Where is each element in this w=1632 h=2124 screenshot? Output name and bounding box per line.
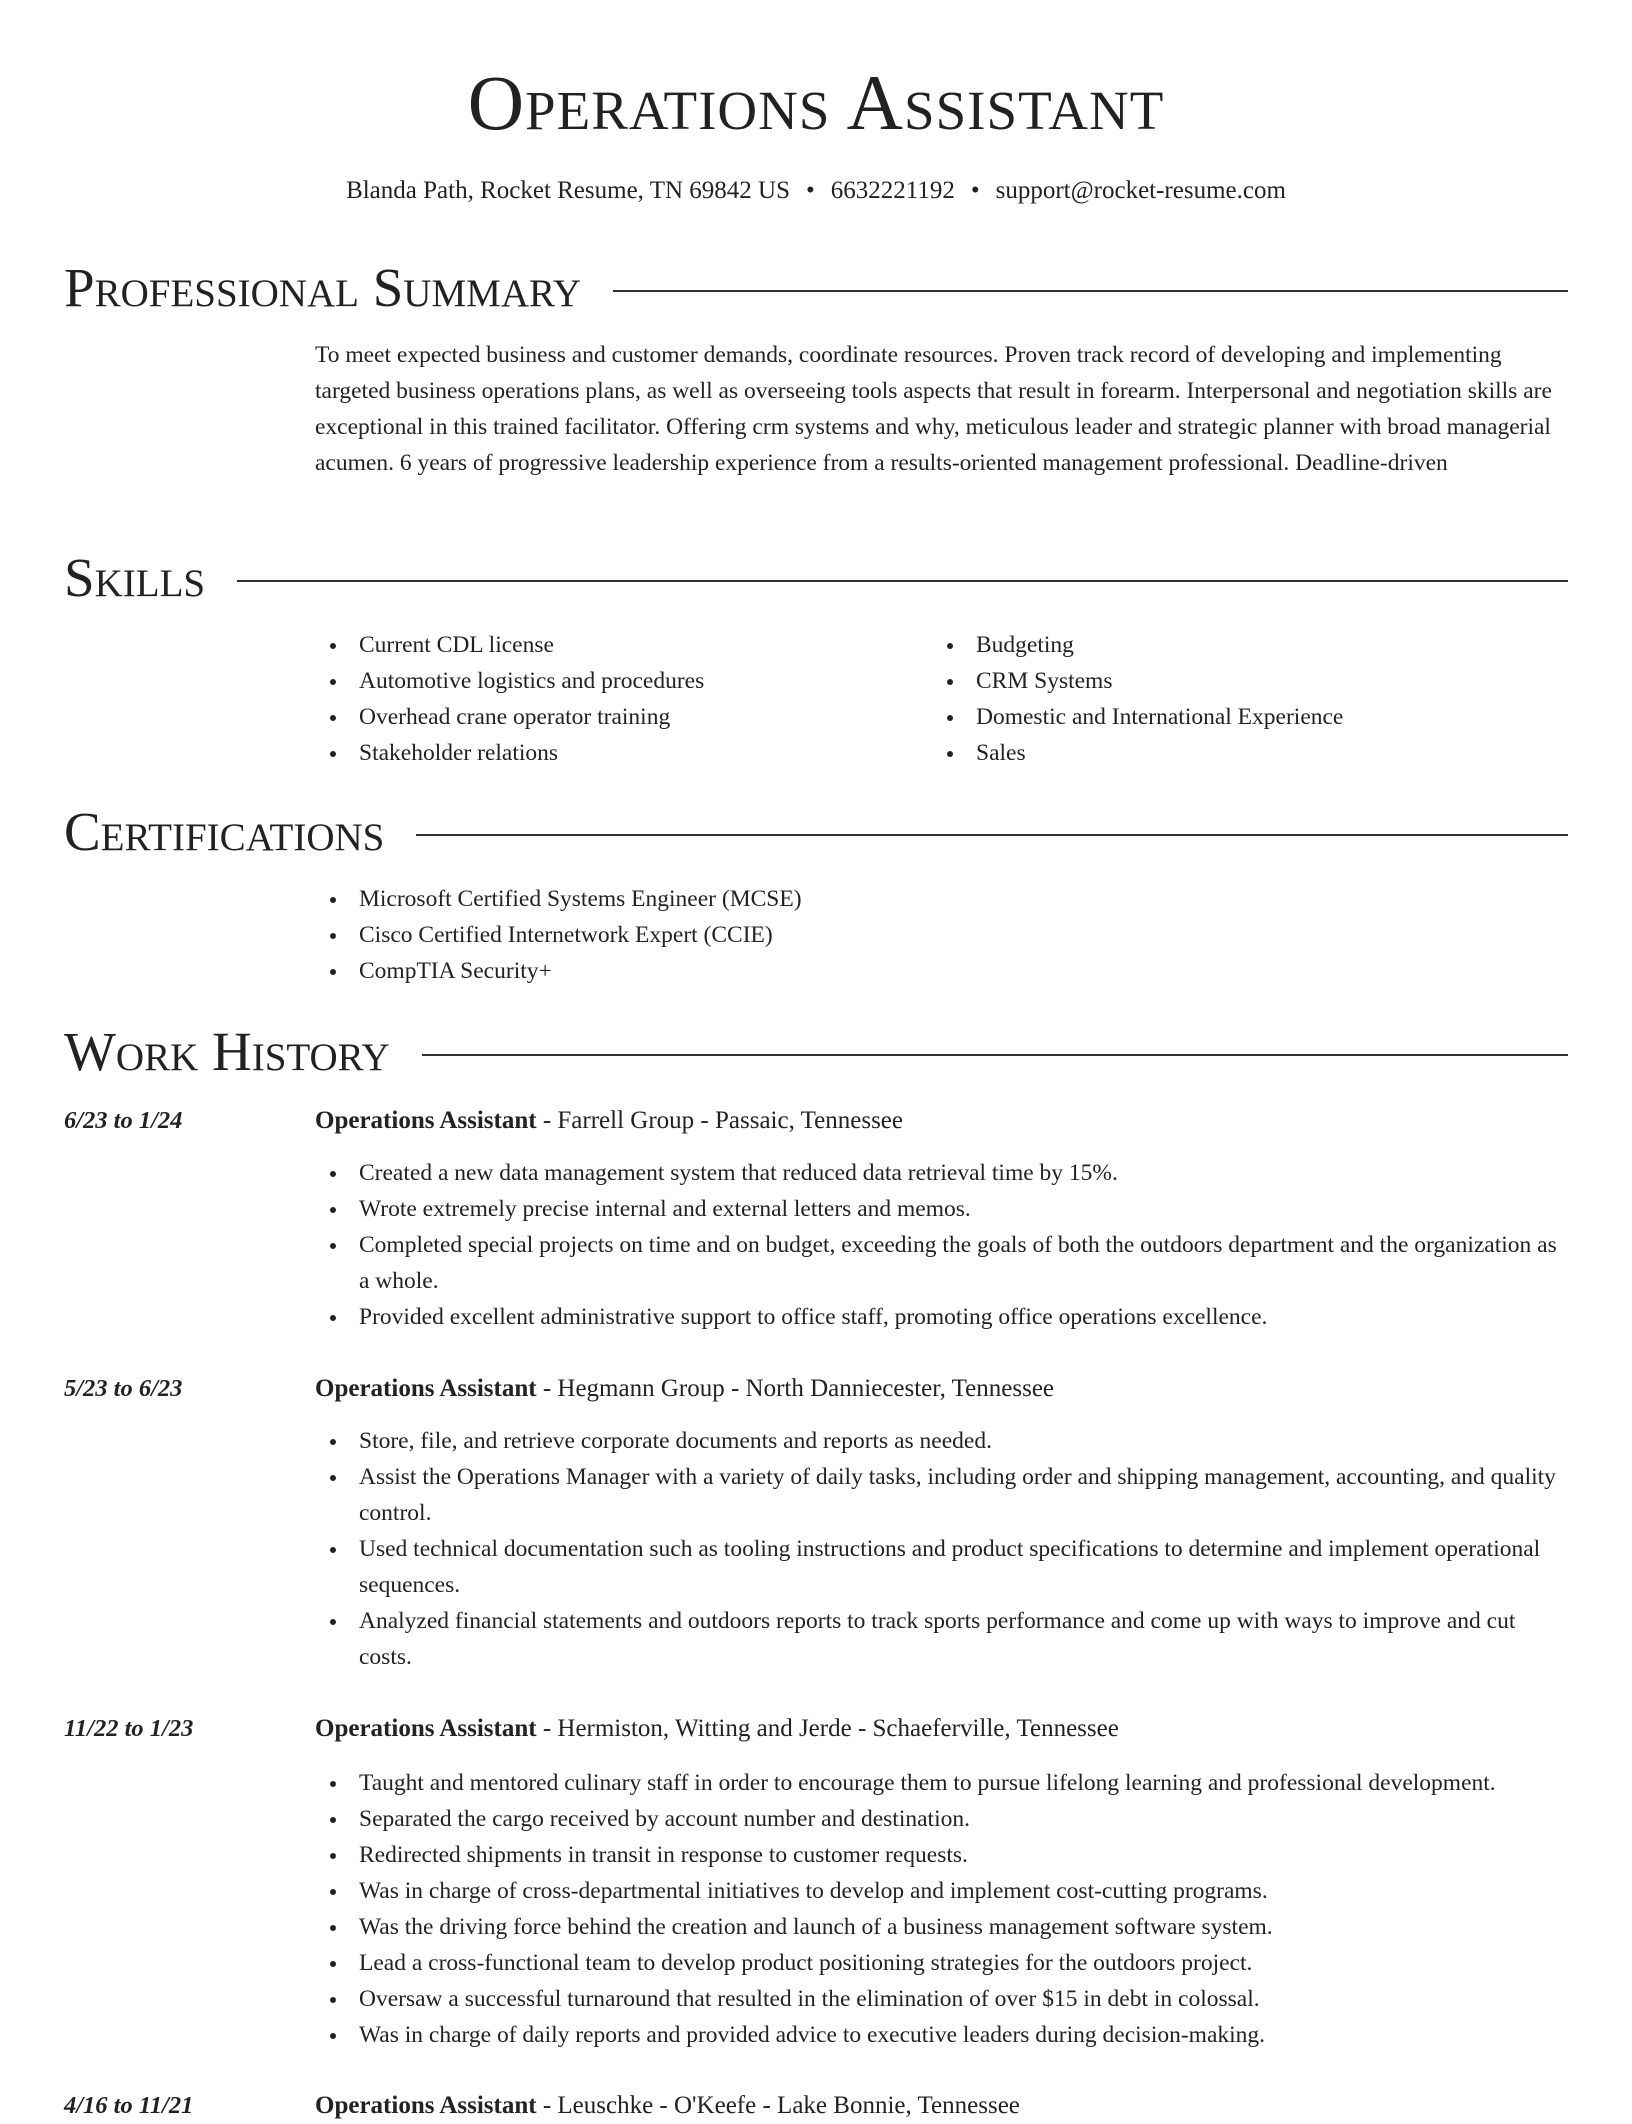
job-title: Operations Assistant (315, 1375, 537, 1402)
job-bullet: Was in charge of daily reports and provided advice to executive leaders during decision-making. (315, 2017, 1570, 2053)
certification-item: CompTIA Security+ (315, 953, 1315, 989)
summary-text: To meet expected business and customer demands, coordinate resources. Proven track record of developing and implementing targeted business operations plans, as well as overseeing tools aspects that result in forearm. Interpersonal and negotiation skills are exceptional in this trained facilitator. Offering crm systems and why, meticulous leader and strategic planner with broad managerial acumen. 6 years of progressive leadership experience from a results-oriented management professional. Deadline-driven (315, 342, 1552, 476)
job-company-location: - Leuschke - O'Keefe - Lake Bonnie, Tennessee (536, 2092, 1020, 2119)
job-dates: 5/23 to 6/23 (64, 1375, 183, 1402)
work-history-section-header (64, 1022, 1568, 1082)
job-bullet: Was the driving force behind the creation and launch of a business management software system. (315, 1909, 1570, 1945)
job-bullet: Provided excellent administrative support to office staff, promoting office operations excellence. (315, 1299, 1570, 1335)
job-bullet-list (315, 1765, 1570, 2053)
skill-item: Current CDL license (315, 627, 915, 663)
job-bullet: Completed special projects on time and on budget, exceeding the goals of both the outdoors department and the organization as a whole. (315, 1227, 1570, 1299)
section-title-skills: Skills (64, 547, 206, 608)
section-title-certifications: Certifications (64, 801, 385, 862)
certifications-section-header (64, 802, 1568, 862)
contact-line (0, 174, 1632, 208)
section-title-work-history: Work History (64, 1021, 390, 1082)
contact-separator: • (806, 177, 815, 204)
job-dates: 11/22 to 1/23 (64, 1715, 194, 1742)
job-bullet: Created a new data management system that reduced data retrieval time by 15%. (315, 1155, 1570, 1191)
job-heading (315, 1103, 1570, 1139)
job-bullet: Oversaw a successful turnaround that resulted in the elimination of over $15 in debt in colossal. (315, 1981, 1570, 2017)
job-heading (315, 1371, 1570, 1407)
section-divider (422, 1054, 1568, 1056)
job-company-location: - Hermiston, Witting and Jerde - Schaeferville, Tennessee (536, 1715, 1119, 1742)
contact-phone: 6632221192 (830, 177, 955, 204)
section-divider (416, 834, 1568, 836)
job-bullet: Separated the cargo received by account number and destination. (315, 1801, 1570, 1837)
job-dates: 6/23 to 1/24 (64, 1107, 183, 1134)
skills-section-header (64, 548, 1568, 608)
section-divider (237, 580, 1568, 582)
job-dates: 4/16 to 11/21 (64, 2092, 194, 2119)
job-bullet: Lead a cross-functional team to develop product positioning strategies for the outdoors project. (315, 1945, 1570, 1981)
skill-item: CRM Systems (932, 663, 1532, 699)
job-bullet: Redirected shipments in transit in response to customer requests. (315, 1837, 1570, 1873)
job-title: Operations Assistant (315, 1715, 537, 1742)
resume-name: Operations Assistant (467, 59, 1165, 146)
job-title: Operations Assistant (315, 1107, 537, 1134)
contact-address: Blanda Path, Rocket Resume, TN 69842 US (346, 177, 791, 204)
contact-email: support@rocket-resume.com (995, 177, 1286, 204)
job-bullet: Wrote extremely precise internal and external letters and memos. (315, 1191, 1570, 1227)
skill-item: Automotive logistics and procedures (315, 663, 915, 699)
certifications-list (315, 881, 1315, 989)
job-heading (315, 1711, 1570, 1747)
skill-item: Budgeting (932, 627, 1532, 663)
job-company-location: - Hegmann Group - North Danniecester, Tennessee (536, 1375, 1055, 1402)
skill-item: Domestic and International Experience (932, 699, 1532, 735)
contact-separator: • (970, 177, 980, 204)
job-bullet: Taught and mentored culinary staff in order to encourage them to pursue lifelong learning and professional development. (315, 1765, 1570, 1801)
summary-section-header (64, 258, 1568, 318)
job-bullet: Store, file, and retrieve corporate documents and reports as needed. (315, 1423, 1570, 1459)
skills-list-left (315, 627, 915, 771)
skills-list-right (932, 627, 1532, 771)
job-bullet: Analyzed financial statements and outdoors reports to track sports performance and come up with ways to improve and cut costs. (315, 1603, 1570, 1675)
skill-item: Overhead crane operator training (315, 699, 915, 735)
certification-item: Microsoft Certified Systems Engineer (MCSE) (315, 881, 1315, 917)
skill-item: Stakeholder relations (315, 735, 915, 771)
job-bullet: Used technical documentation such as tooling instructions and product specifications to determine and implement operational sequences. (315, 1531, 1570, 1603)
skill-item: Sales (932, 735, 1532, 771)
job-heading (315, 2088, 1570, 2124)
job-bullet-list (315, 1423, 1570, 1675)
job-company-location: - Farrell Group - Passaic, Tennessee (536, 1107, 903, 1134)
certification-item: Cisco Certified Internetwork Expert (CCIE) (315, 917, 1315, 953)
section-title-summary: Professional Summary (64, 257, 582, 318)
job-bullet-list (315, 1155, 1570, 1335)
job-bullet: Was in charge of cross-departmental initiatives to develop and implement cost-cutting programs. (315, 1873, 1570, 1909)
section-divider (613, 290, 1568, 292)
job-title: Operations Assistant (315, 2092, 537, 2119)
job-bullet: Assist the Operations Manager with a variety of daily tasks, including order and shipping management, accounting, and quality control. (315, 1459, 1570, 1531)
